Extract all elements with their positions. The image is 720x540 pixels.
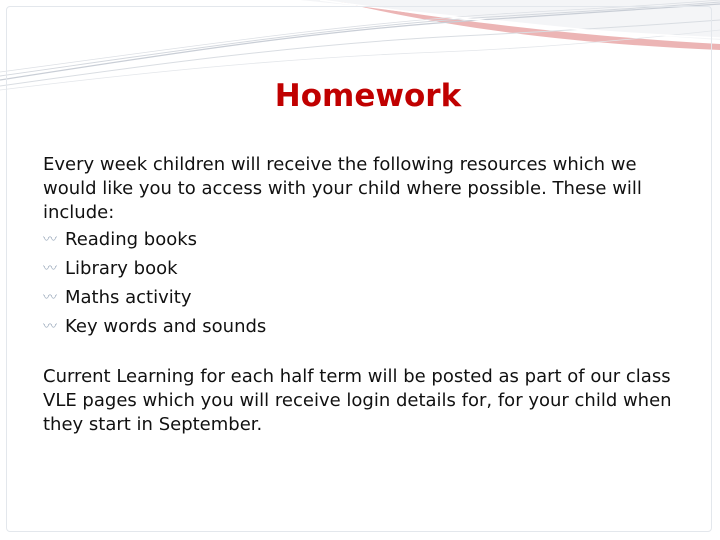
- list-item-label: Reading books: [65, 228, 198, 250]
- resource-list: [43, 225, 693, 341]
- slide-body: [43, 153, 693, 437]
- list-item: [43, 283, 693, 312]
- list-item-label: Library book: [65, 257, 178, 279]
- page-title: Homework: [274, 78, 462, 114]
- wavy-bullet-icon: 〰: [43, 260, 57, 277]
- list-item-label: Key words and sounds: [65, 315, 267, 337]
- list-item: [43, 254, 693, 283]
- wavy-bullet-icon: 〰: [43, 318, 57, 335]
- outro-paragraph: Current Learning for each half term will be posted as part of our class VLE pages which you will receive login details for, for your child when they start in September.: [43, 366, 672, 435]
- list-item: [43, 225, 693, 254]
- intro-paragraph: Every week children will receive the following resources which we would like you to access with your child where possible. These will include:: [43, 154, 642, 223]
- list-item: [43, 312, 693, 341]
- wavy-bullet-icon: 〰: [43, 231, 57, 248]
- wavy-bullet-icon: 〰: [43, 289, 57, 306]
- list-item-label: Maths activity: [65, 286, 192, 308]
